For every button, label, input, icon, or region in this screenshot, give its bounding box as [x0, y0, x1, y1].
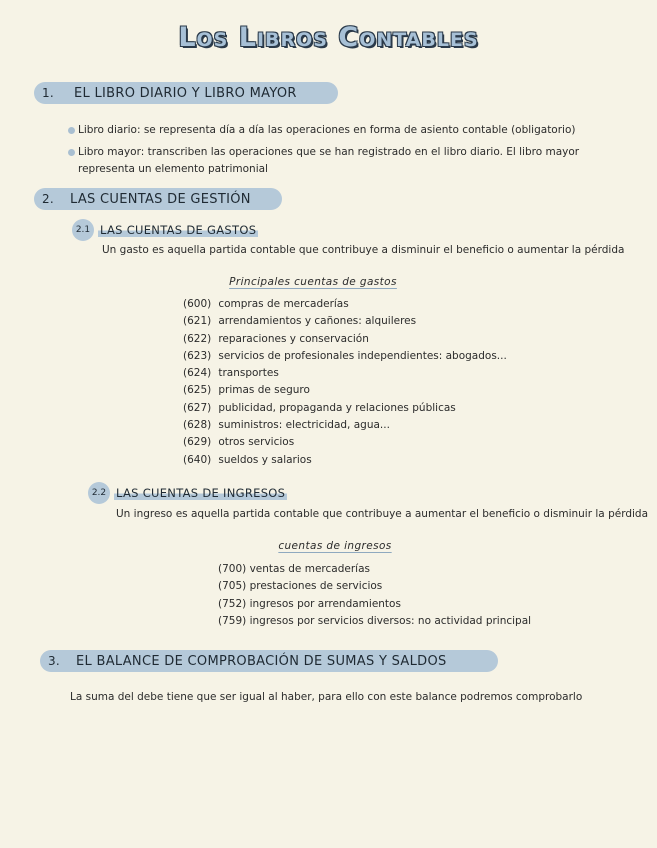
- account-name: primas de seguro: [218, 384, 310, 397]
- list-item: [183, 434, 507, 451]
- section-2-title: LAS CUENTAS DE GESTIÓN: [70, 191, 251, 207]
- section-2-number: 2.: [41, 192, 55, 206]
- account-name: prestaciones de servicios: [249, 580, 383, 593]
- account-name: servicios de profesionales independientes: abogados...: [218, 349, 507, 362]
- account-code: (628): [183, 419, 212, 432]
- list-item: [183, 348, 507, 365]
- list-item: [183, 313, 507, 330]
- account-name: arrendamientos y cañones: alquileres: [218, 315, 417, 328]
- list-item: [218, 561, 531, 578]
- account-code: (627): [183, 401, 212, 414]
- section-3-heading: [40, 650, 498, 672]
- ingresos-description: Un ingreso es aquella partida contable que contribuye a aumentar el beneficio o disminuir la pérdida: [116, 508, 649, 520]
- bullet-dot-icon: [68, 149, 75, 156]
- ingresos-list: [218, 561, 531, 630]
- list-item: [183, 400, 507, 417]
- subsection-gastos-title: LAS CUENTAS DE GASTOS: [100, 223, 257, 237]
- account-code: (621): [183, 315, 212, 328]
- list-item: [183, 296, 507, 313]
- list-item: [183, 452, 507, 469]
- list-item: [183, 417, 507, 434]
- section-1-heading: [34, 82, 338, 104]
- section-3-title: EL BALANCE DE COMPROBACIÓN DE SUMAS Y SALDOS: [76, 653, 447, 669]
- list-item: [218, 613, 531, 630]
- account-name: ventas de mercaderías: [249, 563, 370, 575]
- subsection-gastos-number: 2.1: [72, 219, 94, 241]
- section-1-bullets: [68, 122, 588, 178]
- list-item: [218, 596, 531, 613]
- account-code: (622): [183, 332, 212, 345]
- account-name: transportes: [218, 367, 279, 380]
- account-code: (624): [183, 367, 212, 380]
- account-code: (700): [218, 563, 247, 575]
- page-title: Los Libros Contables: [178, 22, 479, 53]
- account-code: (705): [218, 580, 247, 593]
- account-name: suministros: electricidad, agua...: [218, 419, 390, 432]
- section-3-text: La suma del debe tiene que ser igual al haber, para ello con este balance podremos comprobarlo: [70, 691, 583, 703]
- account-code: (600): [183, 298, 212, 310]
- list-item: [68, 144, 588, 178]
- bullet-text: Libro mayor: transcriben las operaciones que se han registrado en el libro diario. El libro mayor representa un elemento patrimonial: [78, 146, 580, 175]
- account-name: ingresos por arrendamientos: [249, 597, 401, 610]
- section-1-number: 1.: [41, 86, 55, 100]
- subsection-ingresos-heading: [88, 482, 287, 504]
- list-item: [183, 382, 507, 399]
- account-code: (640): [183, 453, 212, 466]
- account-code: (759): [218, 614, 247, 627]
- list-item: [183, 365, 507, 382]
- subsection-ingresos-number: 2.2: [88, 482, 110, 504]
- section-1-title: EL LIBRO DIARIO Y LIBRO MAYOR: [74, 85, 297, 101]
- account-name: compras de mercaderías: [218, 298, 349, 310]
- account-name: ingresos por servicios diversos: no actividad principal: [249, 614, 532, 627]
- subsection-gastos-heading: [72, 219, 258, 241]
- ingresos-list-title: cuentas de ingresos: [278, 540, 392, 552]
- account-name: otros servicios: [218, 436, 295, 449]
- bullet-text: Libro diario: se representa día a día las operaciones en forma de asiento contable (obligatorio): [78, 124, 576, 136]
- account-code: (625): [183, 384, 212, 397]
- account-name: sueldos y salarios: [218, 453, 312, 466]
- gastos-description: Un gasto es aquella partida contable que contribuye a disminuir el beneficio o aumentar la pérdida: [102, 244, 625, 256]
- list-item: [183, 331, 507, 348]
- account-code: (623): [183, 349, 212, 362]
- section-3-number: 3.: [47, 654, 61, 668]
- list-item: [218, 578, 531, 595]
- list-item: [68, 122, 588, 139]
- account-code: (752): [218, 597, 247, 610]
- subsection-ingresos-title: LAS CUENTAS DE INGRESOS: [116, 486, 286, 500]
- section-2-heading: [34, 188, 282, 210]
- gastos-list: [183, 296, 507, 469]
- account-name: publicidad, propaganda y relaciones públicas: [218, 401, 456, 414]
- bullet-dot-icon: [68, 127, 75, 134]
- account-name: reparaciones y conservación: [218, 332, 369, 345]
- account-code: (629): [183, 436, 212, 449]
- gastos-list-title: Principales cuentas de gastos: [229, 276, 397, 288]
